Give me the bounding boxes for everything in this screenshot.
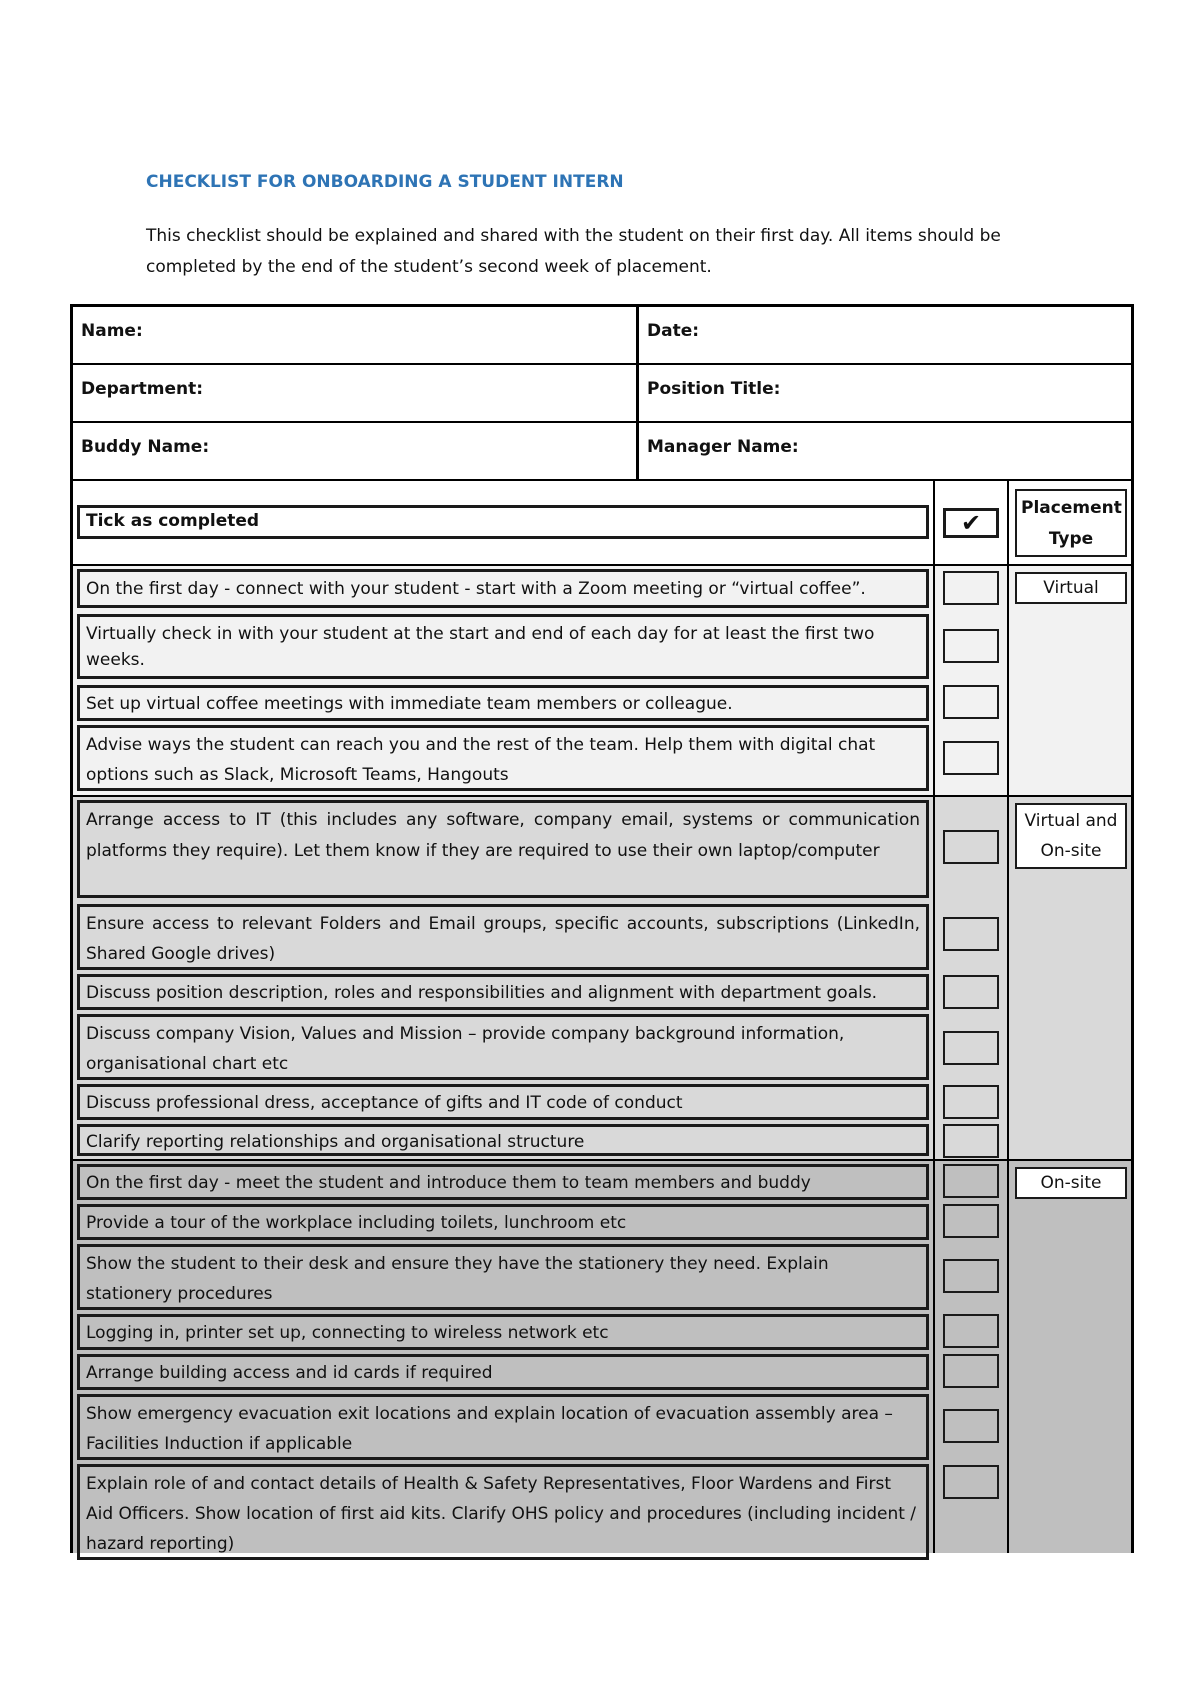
checklist-item: Show emergency evacuation exit locations and explain location of evacuation assembly area – Facilities Induction if applicable: [77, 1394, 929, 1460]
checklist-item: Discuss position description, roles and responsibilities and alignment with department goals.: [77, 974, 929, 1010]
checklist-item: Show the student to their desk and ensure they have the stationery they need. Explain stationery procedures: [77, 1244, 929, 1310]
placement-type-virtual: Virtual: [1015, 572, 1127, 604]
completion-checkbox[interactable]: [943, 1031, 999, 1065]
checklist-item: Virtually check in with your student at the start and end of each day for at least the first two weeks.: [77, 614, 929, 679]
divider: [73, 795, 1131, 797]
completion-checkbox[interactable]: [943, 917, 999, 951]
check-mark-icon: ✔: [943, 508, 999, 538]
checklist-item: Discuss professional dress, acceptance of gifts and IT code of conduct: [77, 1084, 929, 1120]
checklist-item: Clarify reporting relationships and organisational structure: [77, 1124, 929, 1156]
checklist-item: Discuss company Vision, Values and Mission – provide company background information, organisational chart etc: [77, 1014, 929, 1080]
completion-checkbox[interactable]: [943, 1259, 999, 1293]
page-title: CHECKLIST FOR ONBOARDING A STUDENT INTERN: [146, 172, 624, 192]
buddy-name-field[interactable]: Buddy Name:: [73, 423, 639, 479]
tick-as-completed-label: Tick as completed: [77, 505, 929, 539]
checklist-item: On the first day - connect with your student - start with a Zoom meeting or “virtual coffee”.: [77, 569, 929, 608]
column-divider: [933, 480, 935, 1553]
checklist-item: Ensure access to relevant Folders and Email groups, specific accounts, subscriptions (LinkedIn, Shared Google drives): [77, 904, 929, 970]
completion-checkbox[interactable]: [943, 1465, 999, 1499]
completion-checkbox[interactable]: [943, 1354, 999, 1388]
completion-checkbox[interactable]: [943, 1314, 999, 1348]
checklist-item: Set up virtual coffee meetings with immediate team members or colleague.: [77, 685, 929, 721]
completion-checkbox[interactable]: [943, 975, 999, 1009]
completion-checkbox[interactable]: [943, 1124, 999, 1158]
completion-checkbox[interactable]: [943, 571, 999, 605]
checklist-item: Logging in, printer set up, connecting to wireless network etc: [77, 1314, 929, 1350]
name-field[interactable]: Name:: [73, 307, 639, 363]
intro-paragraph: This checklist should be explained and shared with the student on their first day. All items should be completed by the end of the student’s second week of placement.: [146, 226, 1001, 277]
placement-type-virtual-onsite: Virtual and On-site: [1015, 803, 1127, 869]
column-divider: [1007, 480, 1009, 1553]
placement-type-onsite: On-site: [1015, 1167, 1127, 1199]
header-row-3: [73, 423, 1131, 481]
checklist-item: Arrange access to IT (this includes any software, company email, systems or communication platforms they require). Let them know if they are required to use their own laptop/computer: [77, 800, 929, 898]
divider: [73, 564, 1131, 566]
completion-checkbox[interactable]: [943, 741, 999, 775]
completion-checkbox[interactable]: [943, 1085, 999, 1119]
completion-checkbox[interactable]: [943, 830, 999, 864]
checklist-item: Arrange building access and id cards if required: [77, 1354, 929, 1390]
checklist-item: On the first day - meet the student and introduce them to team members and buddy: [77, 1164, 929, 1200]
onboarding-form: [70, 304, 1134, 1553]
completion-checkbox[interactable]: [943, 629, 999, 663]
checklist-item: Explain role of and contact details of Health & Safety Representatives, Floor Wardens and First Aid Officers. Show location of first aid kits. Clarify OHS policy and procedures (including incident / hazard reporting): [77, 1464, 929, 1560]
header-row-1: [73, 307, 1131, 365]
completion-checkbox[interactable]: [943, 1164, 999, 1198]
manager-name-field[interactable]: Manager Name:: [647, 437, 799, 457]
placement-type-header: Placement Type: [1015, 489, 1127, 557]
completion-checkbox[interactable]: [943, 685, 999, 719]
checklist-item: Advise ways the student can reach you and the rest of the team. Help them with digital chat options such as Slack, Microsoft Teams, Hangouts: [77, 725, 929, 791]
date-field[interactable]: Date:: [647, 321, 700, 341]
checklist-item: Provide a tour of the workplace including toilets, lunchroom etc: [77, 1204, 929, 1240]
position-title-field[interactable]: Position Title:: [647, 379, 781, 399]
header-row-2: [73, 365, 1131, 423]
department-field[interactable]: Department:: [73, 365, 639, 421]
completion-checkbox[interactable]: [943, 1204, 999, 1238]
divider: [73, 1159, 1131, 1161]
completion-checkbox[interactable]: [943, 1409, 999, 1443]
